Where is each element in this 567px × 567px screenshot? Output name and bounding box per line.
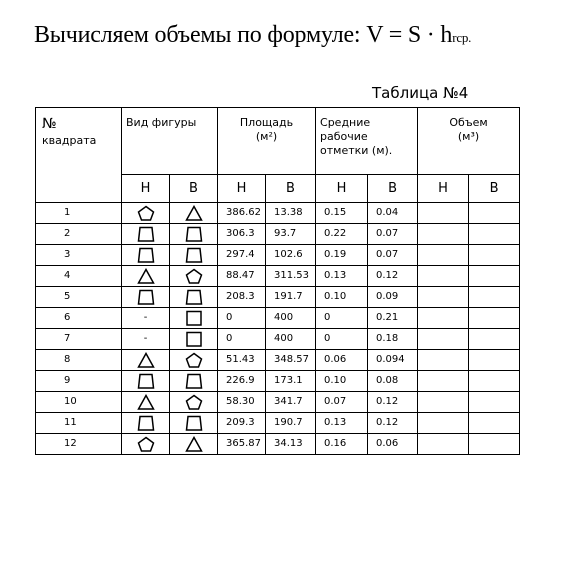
table-row [36,245,520,266]
row-number: 2 [36,224,122,245]
volume-table [35,107,520,455]
shape-upper [170,371,218,392]
area-lower: 0 [218,329,266,350]
mark-lower: 0.19 [316,245,368,266]
table-row [36,224,520,245]
row-number: 8 [36,350,122,371]
volume-lower [418,413,469,434]
shape-lower [122,392,170,413]
area-upper: 190.7 [266,413,316,434]
table-row [36,350,520,371]
triangle-icon [137,352,155,368]
mark-upper: 0.07 [368,245,418,266]
mark-upper: 0.12 [368,392,418,413]
header-number [36,108,122,203]
shape-upper [170,224,218,245]
area-lower: 209.3 [218,413,266,434]
header-area-unit: (м²) [255,129,278,143]
trapezoid-icon [137,247,155,263]
header-volume [418,108,520,175]
volume-upper [469,203,520,224]
row-number: 9 [36,371,122,392]
mark-upper: 0.12 [368,413,418,434]
mark-lower: 0 [316,329,368,350]
mark-upper: 0.08 [368,371,418,392]
volume-lower [418,434,469,455]
row-number: 7 [36,329,122,350]
area-upper: 34.13 [266,434,316,455]
mark-upper: 0.18 [368,329,418,350]
subheader-cell: В [170,175,218,203]
shape-upper [170,203,218,224]
header-number-label: квадрата [42,133,97,147]
row-number: 11 [36,413,122,434]
volume-upper [469,350,520,371]
pentagon-icon [137,205,155,221]
header-area-label: Площадь [239,116,294,129]
volume-upper [469,371,520,392]
volume-lower [418,245,469,266]
area-upper: 400 [266,329,316,350]
triangle-icon [185,205,203,221]
volume-upper [469,308,520,329]
area-upper: 173.1 [266,371,316,392]
shape-lower [122,434,170,455]
page-title [34,22,471,49]
header-volume-unit: (м³) [457,129,480,143]
shape-upper [170,245,218,266]
mark-upper: 0.12 [368,266,418,287]
pentagon-icon [185,268,203,284]
shape-upper [170,287,218,308]
subheader-cell: В [469,175,520,203]
volume-upper [469,224,520,245]
mark-lower: 0.13 [316,266,368,287]
area-upper: 93.7 [266,224,316,245]
header-row [36,108,520,175]
row-number: 3 [36,245,122,266]
mark-upper: 0.21 [368,308,418,329]
volume-lower [418,287,469,308]
mark-upper: 0.09 [368,287,418,308]
area-lower: 58.30 [218,392,266,413]
mark-lower: 0.15 [316,203,368,224]
header-area [218,108,316,175]
shape-lower: - [122,308,170,329]
table-row [36,203,520,224]
subheader-cell: В [266,175,316,203]
table-row [36,308,520,329]
mark-lower: 0.06 [316,350,368,371]
trapezoid-icon [137,289,155,305]
trapezoid-icon [137,373,155,389]
area-lower: 88.47 [218,266,266,287]
shape-upper [170,434,218,455]
shape-lower [122,350,170,371]
pentagon-icon [185,394,203,410]
volume-lower [418,392,469,413]
table-row [36,266,520,287]
row-number: 1 [36,203,122,224]
area-lower: 386.62 [218,203,266,224]
triangle-icon [137,394,155,410]
shape-upper [170,329,218,350]
area-upper: 341.7 [266,392,316,413]
shape-lower [122,371,170,392]
volume-lower [418,329,469,350]
trapezoid-icon [185,247,203,263]
mark-upper: 0.04 [368,203,418,224]
shape-lower [122,203,170,224]
volume-upper [469,413,520,434]
shape-lower [122,413,170,434]
formula-text: Вычисляем объемы по формуле: V = S · h [34,22,453,48]
header-marks: Средние рабочие отметки (м). [316,108,418,175]
formula-subscript: rср. [452,30,472,45]
volume-upper [469,266,520,287]
row-number: 4 [36,266,122,287]
row-number: 12 [36,434,122,455]
area-lower: 51.43 [218,350,266,371]
trapezoid-icon [185,415,203,431]
pentagon-icon [185,352,203,368]
mark-lower: 0.16 [316,434,368,455]
header-shape: Вид фигуры [122,108,218,175]
area-upper: 348.57 [266,350,316,371]
volume-lower [418,203,469,224]
mark-lower: 0.07 [316,392,368,413]
area-upper: 13.38 [266,203,316,224]
mark-lower: 0.22 [316,224,368,245]
volume-upper [469,434,520,455]
shape-lower [122,287,170,308]
table-row [36,392,520,413]
volume-lower [418,224,469,245]
area-lower: 306.3 [218,224,266,245]
row-number: 5 [36,287,122,308]
subheader-cell: Н [218,175,266,203]
area-upper: 400 [266,308,316,329]
subheader-cell: Н [316,175,368,203]
trapezoid-icon [185,289,203,305]
shape-lower [122,224,170,245]
area-upper: 102.6 [266,245,316,266]
shape-lower: - [122,329,170,350]
area-lower: 208.3 [218,287,266,308]
subheader-cell: Н [418,175,469,203]
subheader-cell: В [368,175,418,203]
mark-lower: 0.13 [316,413,368,434]
volume-upper [469,392,520,413]
shape-upper [170,266,218,287]
volume-upper [469,245,520,266]
area-lower: 0 [218,308,266,329]
row-number: 10 [36,392,122,413]
mark-upper: 0.094 [368,350,418,371]
shape-upper [170,413,218,434]
subheader-cell: Н [122,175,170,203]
area-upper: 311.53 [266,266,316,287]
shape-upper [170,392,218,413]
row-number: 6 [36,308,122,329]
table-row [36,287,520,308]
shape-lower [122,266,170,287]
shape-upper [170,308,218,329]
area-lower: 297.4 [218,245,266,266]
square-icon [185,331,203,347]
volume-lower [418,266,469,287]
trapezoid-icon [185,373,203,389]
mark-lower: 0.10 [316,371,368,392]
mark-lower: 0.10 [316,287,368,308]
mark-upper: 0.07 [368,224,418,245]
pentagon-icon [137,436,155,452]
area-lower: 226.9 [218,371,266,392]
table-row [36,413,520,434]
triangle-icon [185,436,203,452]
table-caption: Таблица №4 [372,84,469,102]
table-row [36,329,520,350]
square-icon [185,310,203,326]
mark-upper: 0.06 [368,434,418,455]
area-lower: 365.87 [218,434,266,455]
triangle-icon [137,268,155,284]
volume-upper [469,329,520,350]
header-volume-label: Объем [449,116,488,129]
header-number-symbol: № [42,116,57,132]
volume-upper [469,287,520,308]
trapezoid-icon [137,226,155,242]
shape-lower [122,245,170,266]
table-row [36,434,520,455]
volume-lower [418,371,469,392]
shape-upper [170,350,218,371]
volume-lower [418,308,469,329]
mark-lower: 0 [316,308,368,329]
area-upper: 191.7 [266,287,316,308]
table-row [36,371,520,392]
volume-lower [418,350,469,371]
trapezoid-icon [185,226,203,242]
trapezoid-icon [137,415,155,431]
